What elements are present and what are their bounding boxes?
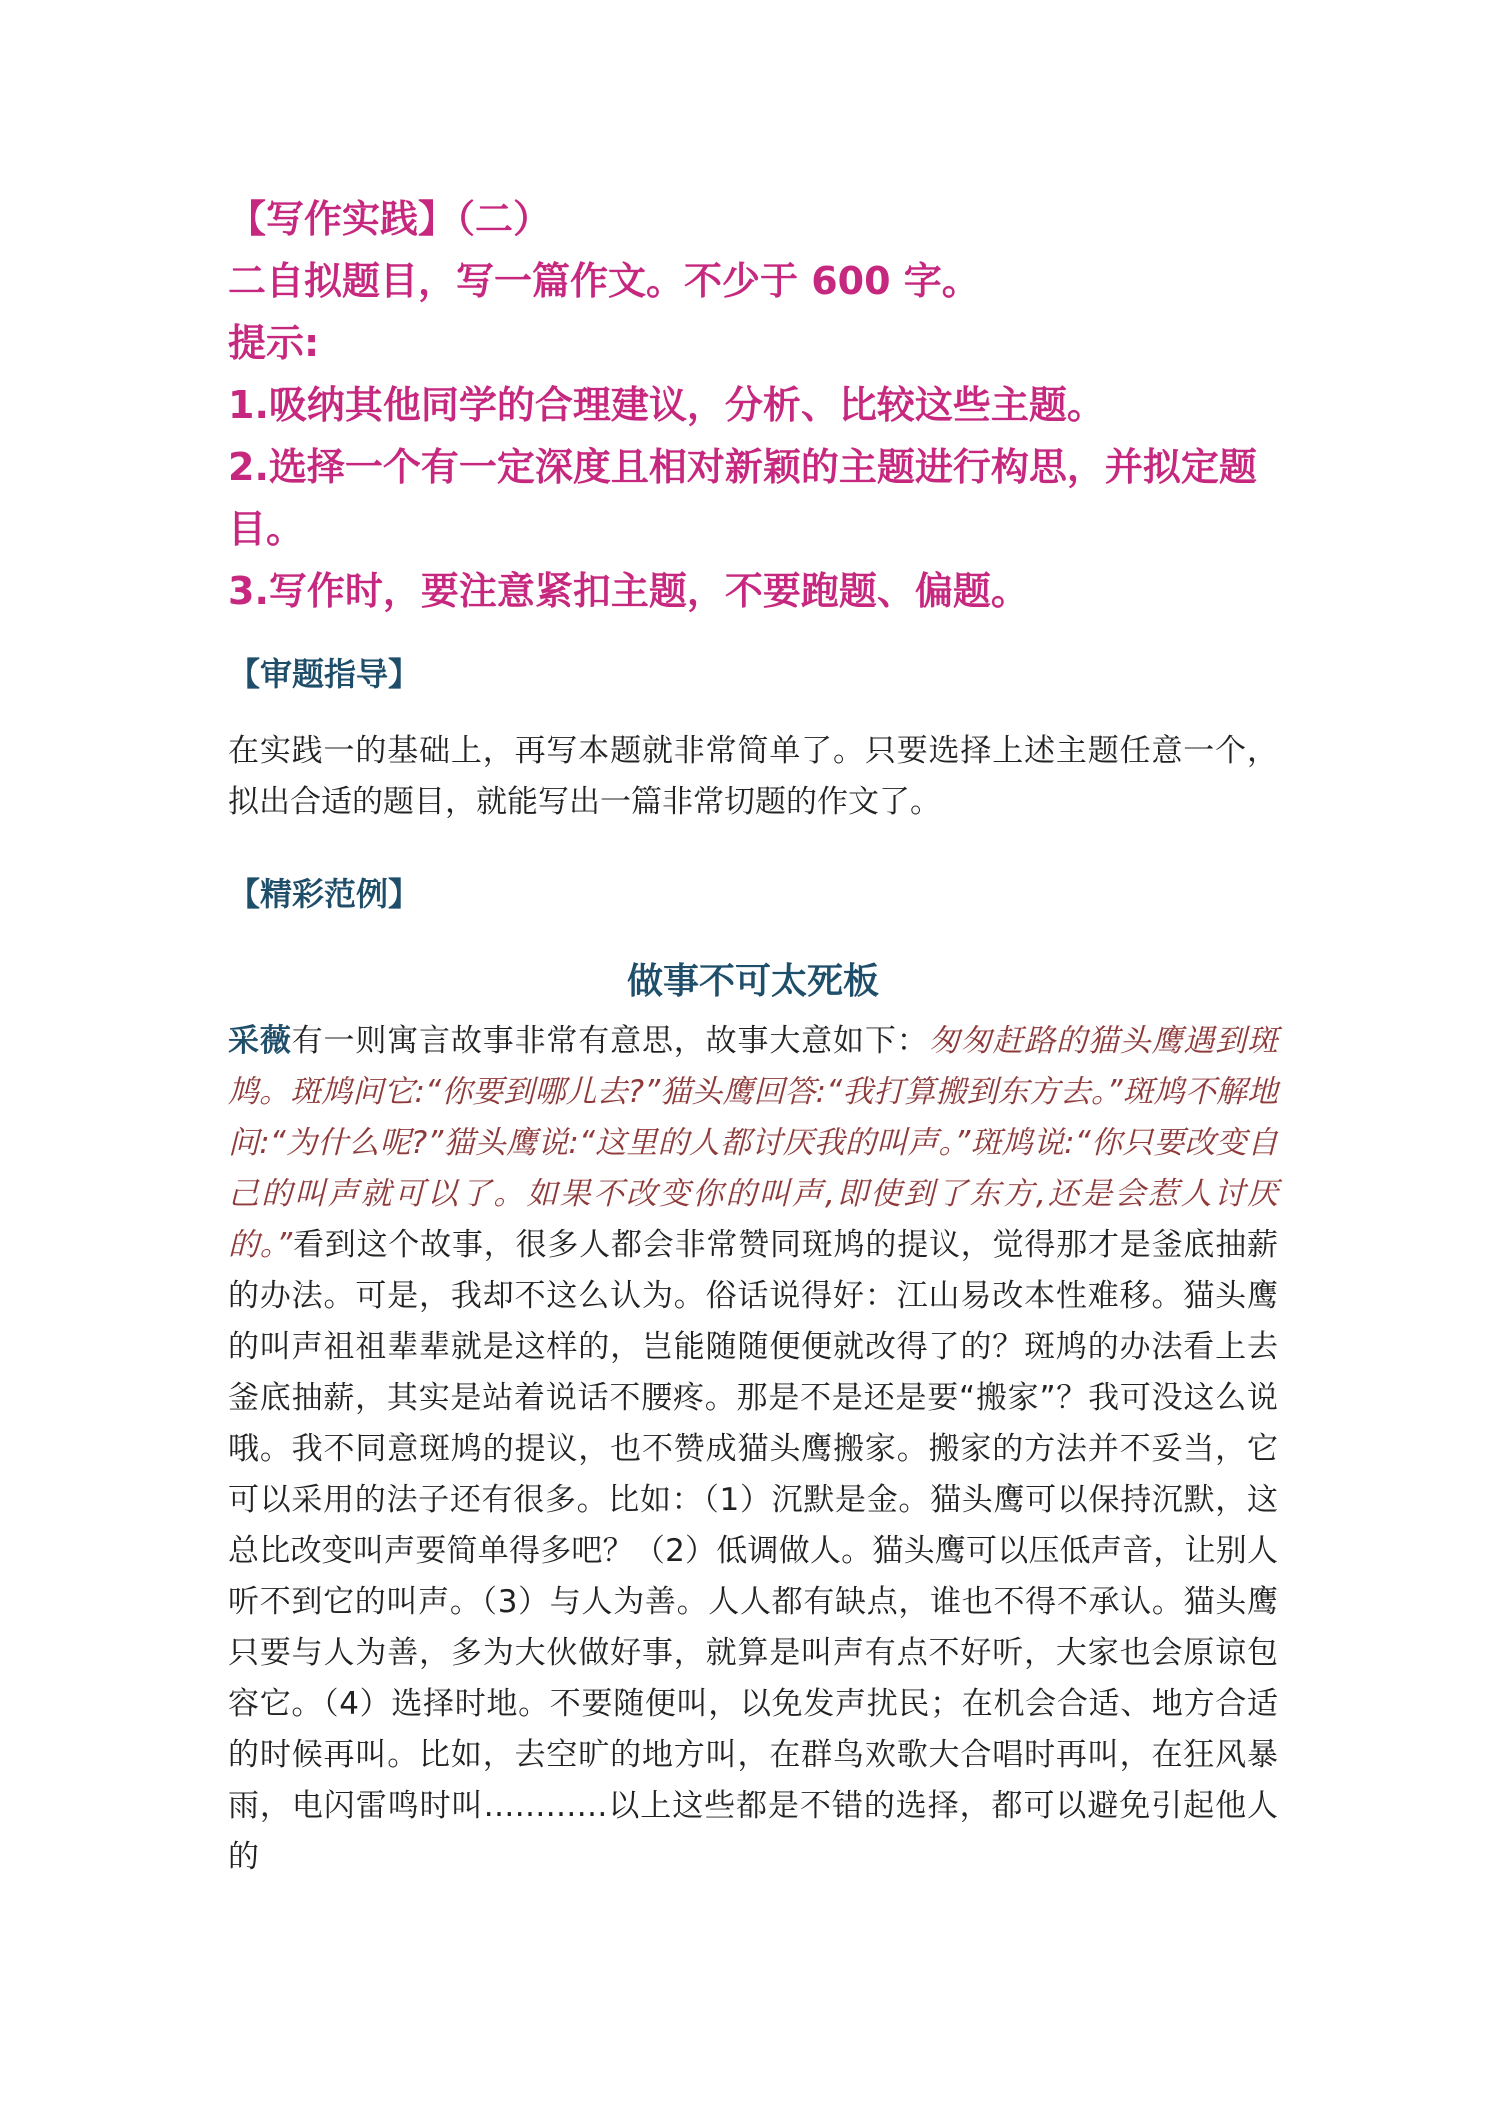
essay-text: 看到这个故事，很多人都会非常赞同斑鸠的提议，觉得那才是釜底抽薪的办法。可是，我却不这么认为。俗话说得好：江山易改本性难移。猫头鹰的叫声祖祖辈辈就是这样的，岂能随随便便就改得了的？斑鸠的办法看上去釜底抽薪，其实是站着说话不腰疼。那是不是还是要“搬家”？我可没这么说哦。我不同意斑鸠的提议，也不赞成猫头鹰搬家。搬家的方法并不妥当，它可以采用的法子还有很多。比如：（1）沉默是金。猫头鹰可以保持沉默，这总比改变叫声要简单得多吧？（2）低调做人。猫头鹰可以压低声音，让别人听不到它的叫声。（3）与人为善。人人都有缺点，谁也不得不承认。猫头鹰只要与人为善，多为大伙做好事，就算是叫声有点不好听，大家也会原谅包容它。（4）选择时地。不要随便叫，以免发声扰民；在机会合适、地方合适的时候再叫。比如，去空旷的地方叫，在群鸟欢歌大合唱时再叫，在狂风暴雨，电闪雷鸣时叫…………以上这些都是不错的选择，都可以避免引起他人的 <box>228 1227 1279 1875</box>
fable-quote: 匆匆赶路的猫头鹰遇到斑鸠。斑鸠问它:“你要到哪儿去?”猫头鹰回答:“我打算搬到东方去。”斑鸠不解地问:“为什么呢?”猫头鹰说:“这里的人都讨厌我的叫声。”斑鸠说:“你只要改变自己的叫声就可以了。如果不改变你的叫声,即使到了东方,还是会惹人讨厌的。” <box>228 1023 1278 1263</box>
guidance-text: 在实践一的基础上，再写本题就非常简单了。只要选择上述主题任意一个，拟出合适的题目，就能写出一篇非常切题的作文了。 <box>228 733 1278 820</box>
essay-title: 做事不可太死板 <box>626 961 879 1002</box>
hint-item: 1.吸纳其他同学的合理建议，分析、比较这些主题。 <box>228 383 1105 427</box>
essay-intro: 有一则寓言故事非常有意思，故事大意如下： <box>291 1023 929 1059</box>
essay-author: 采薇 <box>228 1023 292 1059</box>
example-heading: 【精彩范例】 <box>228 875 421 913</box>
hint-item: 2.选择一个有一定深度且相对新颖的主题进行构思，并拟定题目。 <box>228 445 1257 551</box>
hint-label: 提示: <box>228 321 320 365</box>
writing-practice-section <box>228 188 1278 622</box>
guidance-section <box>228 650 1278 828</box>
practice-task: 二自拟题目，写一篇作文。不少于 600 字。 <box>228 259 980 303</box>
example-section <box>228 870 1278 1883</box>
hint-item: 3.写作时，要注意紧扣主题，不要跑题、偏题。 <box>228 569 1029 613</box>
document-page <box>228 188 1278 1883</box>
practice-heading: 【写作实践】（二） <box>228 197 552 241</box>
essay-body <box>228 1016 1278 1883</box>
guidance-heading: 【审题指导】 <box>228 655 421 693</box>
